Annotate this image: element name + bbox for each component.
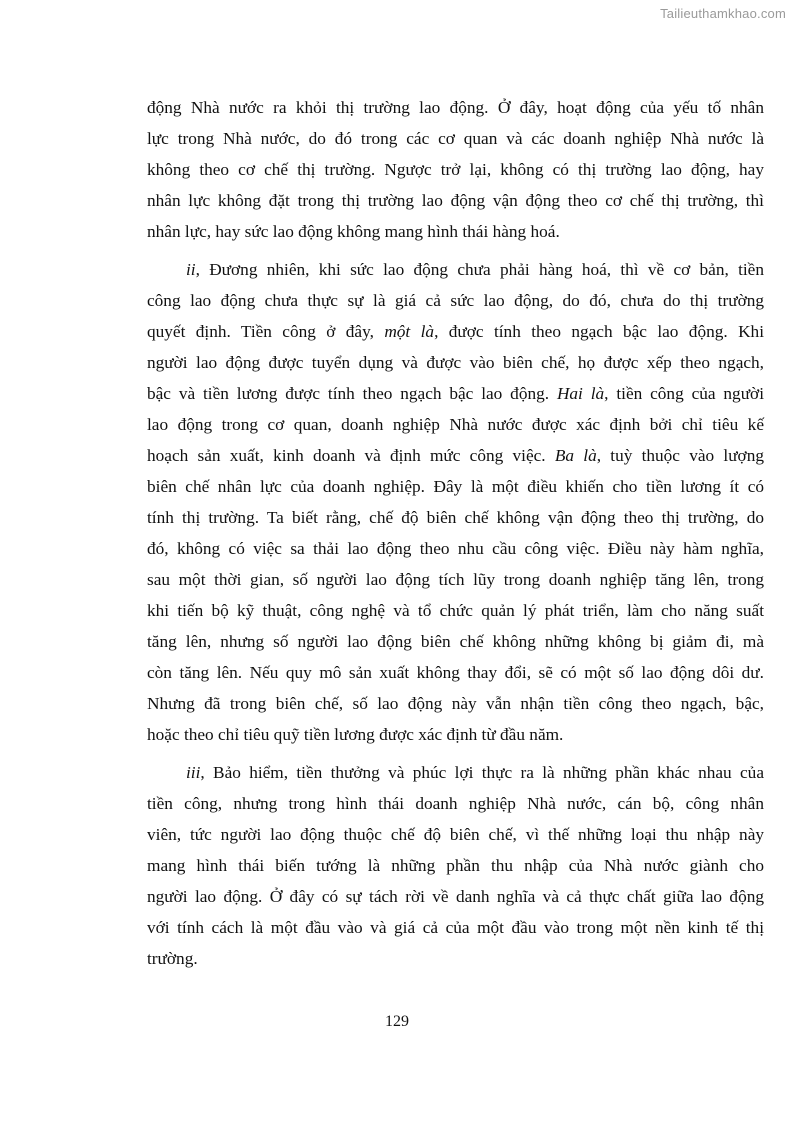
text-line: còn tăng lên. Nếu quy mô sản xuất không thay đổi, sẽ có một số lao động dôi dư. <box>147 663 764 682</box>
text-run: hoạch sản xuất, kinh doanh và định mức công việc. <box>147 446 555 465</box>
text-line: lao động trong cơ quan, doanh nghiệp Nhà nước được xác định bởi chỉ tiêu kế <box>147 415 764 434</box>
text-line <box>147 254 764 285</box>
text-line: biên chế nhân lực của doanh nghiệp. Đây là một điều khiến cho tiền lương ít có <box>147 477 764 496</box>
text-line: lực trong Nhà nước, do đó trong các cơ quan và các doanh nghiệp Nhà nước là <box>147 129 764 148</box>
text-line: viên, tức người lao động thuộc chế độ biên chế, vì thế những loại thu nhập này <box>147 825 764 844</box>
page-body <box>147 92 764 974</box>
enumerator: ii <box>186 260 196 279</box>
text-line: nhân lực không đặt trong thị trường lao động vận động theo cơ chế thị trường, thì <box>147 191 764 210</box>
emphasis: Ba là <box>554 446 597 465</box>
text-line: công lao động chưa thực sự là giá cả sức lao động, do đó, chưa do thị trường <box>147 291 764 310</box>
text-run: , Bảo hiểm, tiền thưởng và phúc lợi thực ra là những phần khác nhau của <box>200 763 764 782</box>
text-line: Nhưng đã trong biên chế, số lao động này vẫn nhận tiền công theo ngạch, bậc, <box>147 694 764 713</box>
page-number: 129 <box>385 1013 409 1030</box>
text-line: không theo cơ chế thị trường. Ngược trở lại, không có thị trường lao động, hay <box>147 160 764 179</box>
text-line: tính thị trường. Ta biết rằng, chế độ biên chế không vận động theo thị trường, do <box>147 508 764 527</box>
text-run: , tiền công của người <box>604 384 764 403</box>
text-line: mang hình thái biến tướng là những phần thu nhập của Nhà nước giành cho <box>147 856 764 875</box>
emphasis: Hai là <box>556 384 605 403</box>
enumerator: iii <box>186 763 201 782</box>
watermark: Tailieuthamkhao.com <box>660 6 786 21</box>
text-line: hoặc theo chỉ tiêu quỹ tiền lương được xác định từ đầu năm. <box>147 725 564 744</box>
text-run: quyết định. Tiền công ở đây, <box>147 322 385 341</box>
text-line: khi tiến bộ kỹ thuật, công nghệ và tổ chức quản lý phát triển, làm cho năng suất <box>147 601 764 620</box>
text-run: , Đương nhiên, khi sức lao động chưa phải hàng hoá, thì về cơ bản, tiền <box>195 260 764 279</box>
text-line <box>147 757 764 788</box>
text-line: người lao động được tuyển dụng và được vào biên chế, họ được xếp theo ngạch, <box>147 353 764 372</box>
text-line: đó, không có việc sa thải lao động theo nhu cầu công việc. Điều này hàm nghĩa, <box>147 539 764 558</box>
paragraph <box>147 757 764 974</box>
text-line: người lao động. Ở đây có sự tách rời về danh nghĩa và cả thực chất giữa lao động <box>147 887 764 906</box>
text-run: bậc và tiền lương được tính theo ngạch bậc lao động. <box>147 384 557 403</box>
text-line: tiền công, nhưng trong hình thái doanh nghiệp Nhà nước, cán bộ, công nhân <box>147 794 764 813</box>
text-line: nhân lực, hay sức lao động không mang hình thái hàng hoá. <box>147 222 560 241</box>
text-run: , được tính theo ngạch bậc lao động. Khi <box>434 322 764 341</box>
text-line: tăng lên, nhưng số người lao động biên chế không những không bị giảm đi, mà <box>147 632 764 651</box>
text-line: động Nhà nước ra khỏi thị trường lao động. Ở đây, hoạt động của yếu tố nhân <box>147 98 764 117</box>
text-line: trường. <box>147 949 198 968</box>
paragraph <box>147 92 764 247</box>
text-line <box>147 378 764 409</box>
text-run: , tuỳ thuộc vào lượng <box>596 446 764 465</box>
paragraph <box>147 254 764 750</box>
emphasis: một là <box>384 322 435 341</box>
text-line: sau một thời gian, số người lao động tích lũy trong doanh nghiệp tăng lên, trong <box>147 570 764 589</box>
text-line: với tính cách là một đầu vào và giá cả của một đầu vào trong một nền kinh tế thị <box>147 918 764 937</box>
text-line <box>147 316 764 347</box>
text-line <box>147 440 764 471</box>
